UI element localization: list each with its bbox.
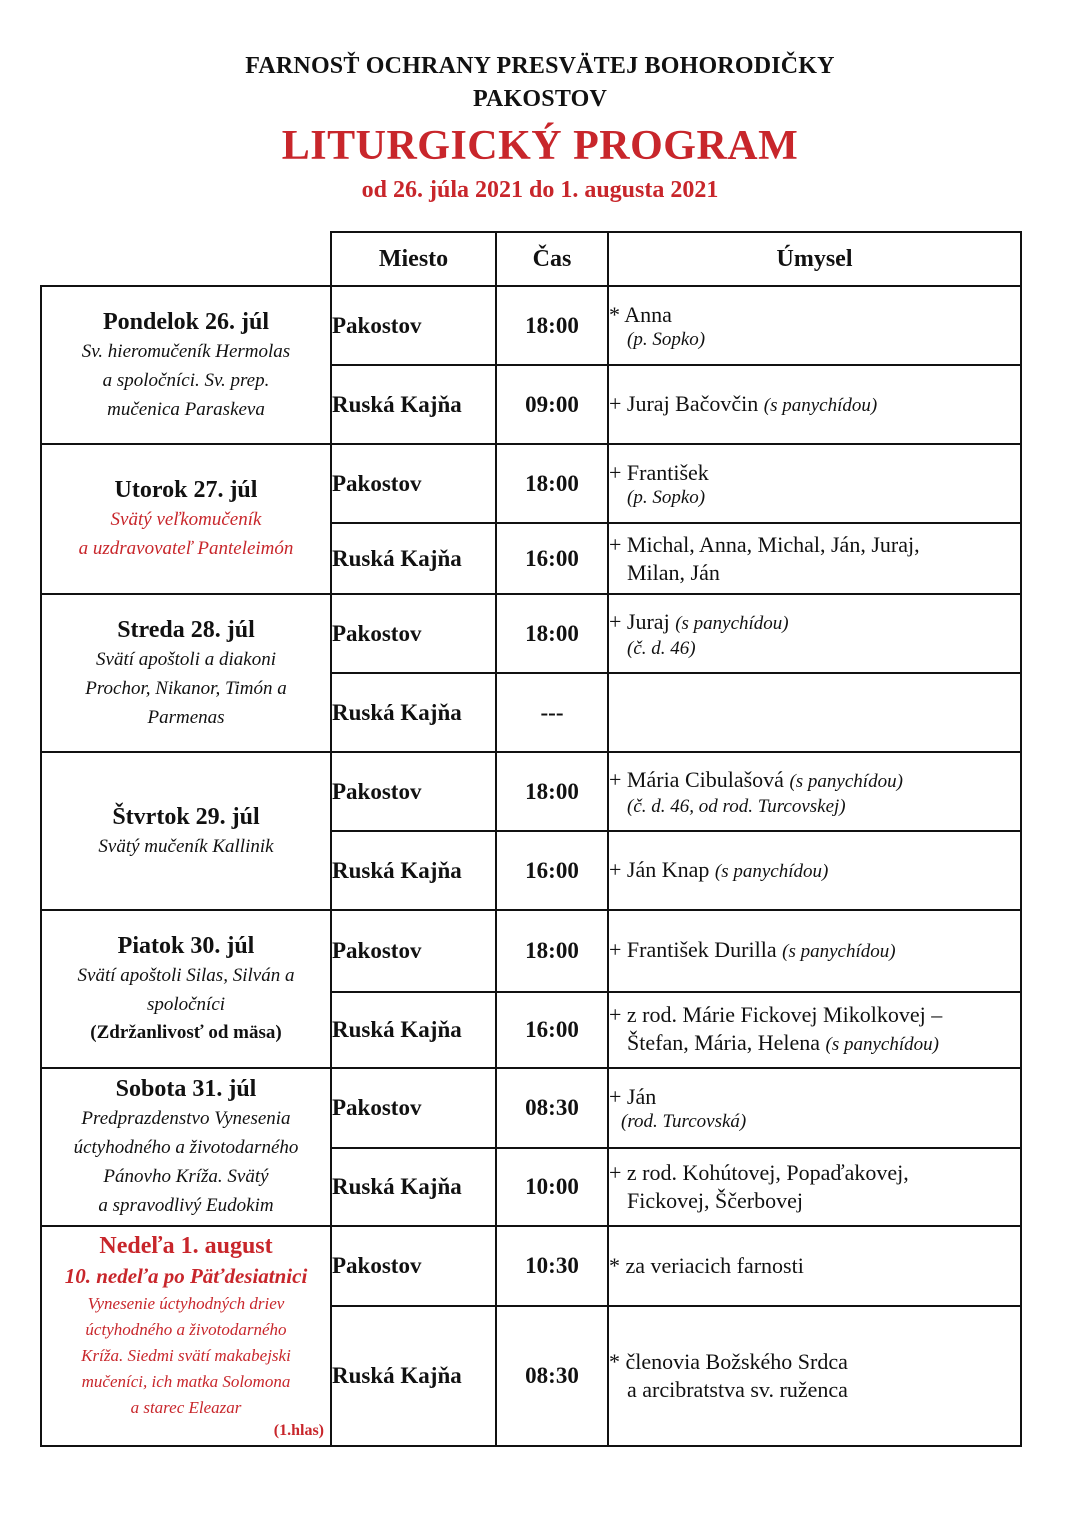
- table-row: [41, 910, 1021, 992]
- intention-sign: +: [609, 856, 622, 882]
- intention-note: (s panychídou): [789, 770, 903, 792]
- sunday-subtitle: 10. nedeľa po Päťdesiatnici: [64, 1264, 308, 1288]
- place-cell: Pakostov: [331, 910, 496, 992]
- day-name: Sobota 31. júl: [115, 1076, 257, 1102]
- feast-line: mučenica Paraskeva: [107, 398, 265, 420]
- document-title: LITURGICKÝ PROGRAM: [281, 123, 799, 169]
- intention-cell: [608, 286, 1021, 365]
- time-cell: 10:30: [496, 1226, 608, 1306]
- table-row: [41, 1068, 1021, 1148]
- intention-text-continued: a arcibratstva sv. ruženca: [627, 1377, 848, 1402]
- column-header-intention: Úmysel: [608, 232, 1021, 286]
- place-cell: Pakostov: [331, 286, 496, 365]
- intention-sign: +: [609, 531, 622, 557]
- feast-line: Svätý mučeník Kallinik: [98, 835, 274, 857]
- place-cell: Ruská Kajňa: [331, 831, 496, 910]
- table-row: [41, 286, 1021, 365]
- feast-line: Vynesenie úctyhodných driev: [87, 1294, 285, 1313]
- place-cell: Pakostov: [331, 752, 496, 831]
- place-cell: Pakostov: [331, 444, 496, 523]
- intention-cell: [608, 992, 1021, 1068]
- intention-sign: +: [609, 459, 622, 485]
- time-cell: 10:00: [496, 1148, 608, 1226]
- intention-cell: [608, 523, 1021, 594]
- intention-sign: +: [609, 1084, 622, 1109]
- intention-note: (s panychídou): [782, 941, 896, 962]
- day-cell-friday: [41, 910, 331, 1068]
- intention-text: členovia Božského Srdca: [625, 1349, 848, 1374]
- place-cell: Pakostov: [331, 594, 496, 673]
- intention-sub: (p. Sopko): [627, 328, 706, 350]
- table-row: [41, 752, 1021, 831]
- feast-line: Predprazdenstvo Vynesenia: [81, 1108, 291, 1129]
- feast-line: úctyhodného a životodarného: [73, 1137, 299, 1158]
- intention-cell: [608, 673, 1021, 752]
- feast-line: mučeníci, ich matka Solomona: [81, 1372, 291, 1391]
- time-cell: 18:00: [496, 286, 608, 365]
- intention-cell: [608, 444, 1021, 523]
- time-cell: 08:30: [496, 1306, 608, 1446]
- intention-sub: (č. d. 46): [627, 637, 696, 659]
- fasting-note: (Zdržanlivosť od mäsa): [90, 1022, 282, 1043]
- parish-location: PAKOSTOV: [472, 86, 608, 112]
- intention-cell: [608, 910, 1021, 992]
- intention-text: Ján Knap: [626, 856, 710, 882]
- time-cell: 16:00: [496, 992, 608, 1068]
- feast-line: Svätí apoštoli Silas, Silván a: [77, 965, 295, 986]
- feast-line: Kríža. Siedmi svätí makabejski: [81, 1346, 291, 1365]
- tone-note: (1.hlas): [273, 1422, 324, 1439]
- intention-sign: +: [609, 1160, 622, 1185]
- intention-cell: [608, 1306, 1021, 1446]
- intention-text-continued: Fickovej, Ščerbovej: [627, 1188, 803, 1213]
- place-cell: Ruská Kajňa: [331, 673, 496, 752]
- feast-line: Pánovho Kríža. Svätý: [103, 1166, 269, 1187]
- feast-line: a uzdravovateľ Panteleimón: [78, 538, 294, 559]
- date-range: od 26. júla 2021 do 1. augusta 2021: [361, 177, 719, 203]
- intention-note: (s panychídou): [763, 394, 878, 416]
- intention-text-continued: Štefan, Mária, Helena: [627, 1030, 821, 1055]
- time-cell: ---: [496, 673, 608, 752]
- intention-sign: *: [609, 1253, 620, 1278]
- time-cell: 18:00: [496, 594, 608, 673]
- feast-line: a spravodlivý Eudokim: [98, 1195, 274, 1216]
- feast-line: Prochor, Nikanor, Timón a: [85, 677, 287, 699]
- intention-note: (s panychídou): [825, 1034, 939, 1055]
- table-row: [41, 444, 1021, 523]
- day-cell-tuesday: [41, 444, 331, 594]
- intention-sign: *: [609, 301, 620, 327]
- intention-cell: [608, 365, 1021, 444]
- parish-name: FARNOSŤ OCHRANY PRESVÄTEJ BOHORODIČKY: [245, 53, 835, 79]
- time-cell: 18:00: [496, 752, 608, 831]
- table-header-row: [41, 232, 1021, 286]
- day-name: Nedeľa 1. august: [99, 1233, 273, 1259]
- day-name: Utorok 27. júl: [114, 477, 258, 503]
- day-cell-saturday: [41, 1068, 331, 1226]
- time-cell: 09:00: [496, 365, 608, 444]
- time-cell: 16:00: [496, 831, 608, 910]
- feast-line: Parmenas: [147, 706, 225, 728]
- intention-text: Juraj Bačovčin: [626, 390, 759, 416]
- intention-sign: +: [609, 608, 622, 634]
- feast-line: spoločníci: [146, 994, 226, 1015]
- day-cell-wednesday: [41, 594, 331, 752]
- intention-cell: [608, 1068, 1021, 1148]
- feast-line: Svätí apoštoli a diakoni: [96, 648, 276, 670]
- place-cell: Ruská Kajňa: [331, 523, 496, 594]
- day-cell-sunday: [41, 1226, 331, 1446]
- intention-text: František: [626, 459, 709, 485]
- intention-cell: [608, 1148, 1021, 1226]
- place-cell: Pakostov: [331, 1068, 496, 1148]
- intention-text: Ján: [626, 1084, 657, 1109]
- time-cell: 08:30: [496, 1068, 608, 1148]
- intention-sign: +: [609, 390, 622, 416]
- day-name: Pondelok 26. júl: [102, 308, 270, 335]
- intention-sign: +: [609, 766, 622, 792]
- intention-sub: (rod. Turcovská): [621, 1111, 747, 1132]
- day-name: Štvrtok 29. júl: [112, 803, 260, 830]
- feast-line: Svätý veľkomučeník: [110, 509, 262, 530]
- intention-cell: [608, 1226, 1021, 1306]
- place-cell: Pakostov: [331, 1226, 496, 1306]
- intention-cell: [608, 752, 1021, 831]
- intention-sub: (č. d. 46, od rod. Turcovskej): [627, 795, 846, 817]
- liturgical-schedule-table: [40, 231, 1022, 1447]
- feast-line: úctyhodného a životodarného: [85, 1320, 287, 1339]
- intention-text-continued: Milan, Ján: [627, 559, 720, 585]
- intention-text: za veriacich farnosti: [625, 1253, 804, 1278]
- place-cell: Ruská Kajňa: [331, 992, 496, 1068]
- place-cell: Ruská Kajňa: [331, 1306, 496, 1446]
- time-cell: 18:00: [496, 910, 608, 992]
- intention-sub: (p. Sopko): [627, 486, 706, 508]
- intention-cell: [608, 831, 1021, 910]
- intention-sign: +: [609, 1002, 622, 1027]
- feast-line: Sv. hieromučeník Hermolas: [81, 340, 291, 362]
- day-cell-monday: [41, 286, 331, 444]
- table-row: [41, 594, 1021, 673]
- intention-text: František Durilla: [626, 937, 777, 962]
- column-header-time: Čas: [496, 232, 608, 286]
- place-cell: Ruská Kajňa: [331, 365, 496, 444]
- table-row: [41, 1226, 1021, 1306]
- intention-sign: +: [609, 937, 622, 962]
- intention-text: Anna: [624, 301, 672, 327]
- place-cell: Ruská Kajňa: [331, 1148, 496, 1226]
- time-cell: 18:00: [496, 444, 608, 523]
- day-name: Streda 28. júl: [117, 616, 255, 643]
- intention-note: (s panychídou): [675, 612, 789, 634]
- intention-text: Juraj: [626, 608, 670, 634]
- intention-text: z rod. Márie Fickovej Mikolkovej –: [626, 1002, 943, 1027]
- intention-text: Michal, Anna, Michal, Ján, Juraj,: [626, 531, 920, 557]
- intention-cell: [608, 594, 1021, 673]
- feast-line: a spoločníci. Sv. prep.: [102, 369, 270, 391]
- intention-text: Mária Cibulašová: [626, 766, 784, 792]
- intention-sign: *: [609, 1349, 620, 1374]
- time-cell: 16:00: [496, 523, 608, 594]
- intention-note: (s panychídou): [714, 860, 829, 882]
- day-cell-thursday: [41, 752, 331, 910]
- intention-text: z rod. Kohútovej, Popaďakovej,: [626, 1160, 909, 1185]
- column-header-place: Miesto: [331, 232, 496, 286]
- header-blank-cell: [41, 232, 331, 286]
- feast-line: a starec Eleazar: [130, 1398, 242, 1417]
- day-name: Piatok 30. júl: [117, 933, 255, 959]
